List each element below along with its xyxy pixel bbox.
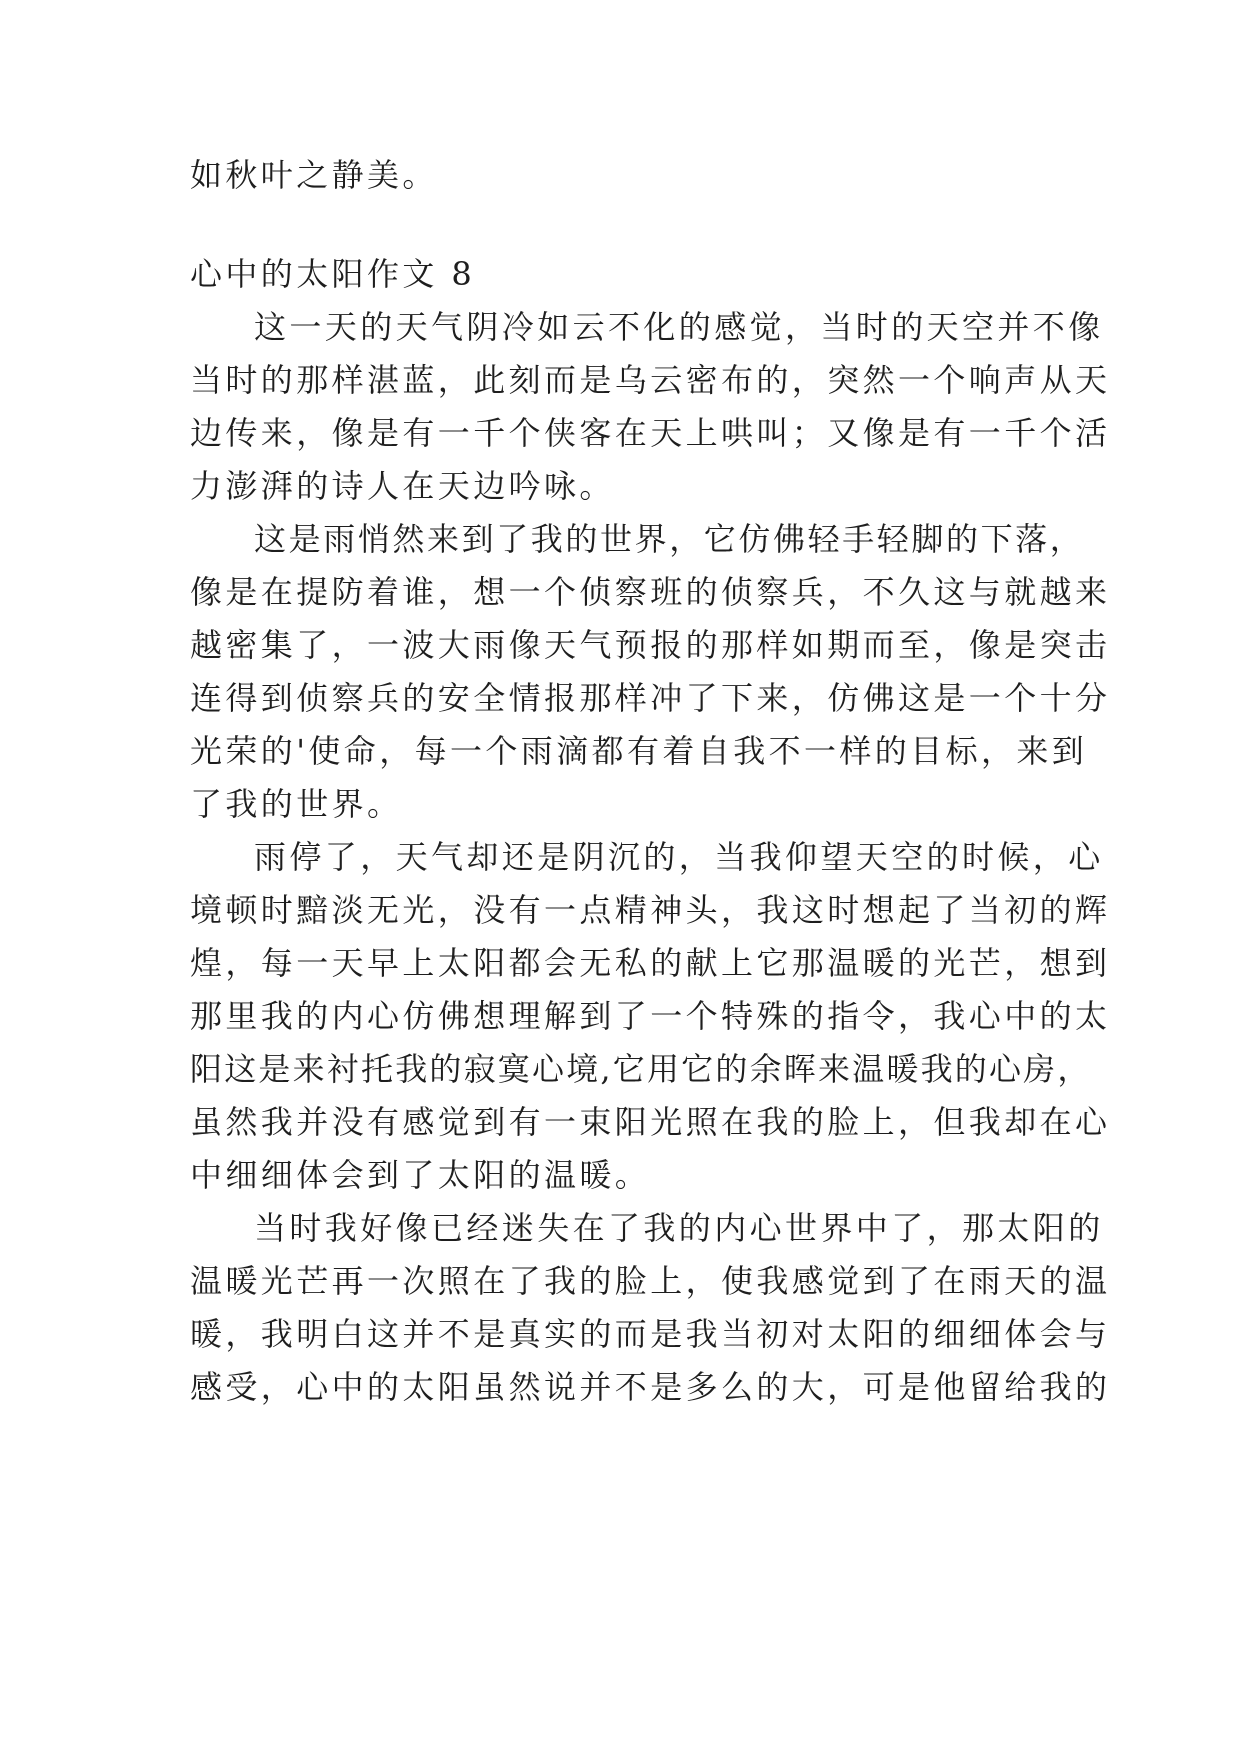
section-heading: 心中的太阳作文 8 bbox=[190, 255, 476, 293]
text-line: 连得到侦察兵的安全情报那样冲了下来，仿佛这是一个十分 bbox=[190, 679, 1111, 717]
text-line: 阳这是来衬托我的寂寞心境,它用它的余晖来温暖我的心房， bbox=[190, 1050, 1092, 1088]
text-line: 那里我的内心仿佛想理解到了一个特殊的指令，我心中的太 bbox=[190, 997, 1111, 1035]
text-line: 中细细体会到了太阳的温暖。 bbox=[190, 1156, 651, 1194]
text-line: 边传来，像是有一千个侠客在天上哄叫；又像是有一千个活 bbox=[190, 414, 1111, 452]
text-line: 当时的那样湛蓝，此刻而是乌云密布的，突然一个响声从天 bbox=[190, 361, 1111, 399]
text-line: 虽然我并没有感觉到有一束阳光照在我的脸上，但我却在心 bbox=[190, 1103, 1111, 1141]
text-line: 像是在提防着谁，想一个侦察班的侦察兵，不久这与就越来 bbox=[190, 573, 1111, 611]
text-line: 感受，心中的太阳虽然说并不是多么的大，可是他留给我的 bbox=[190, 1368, 1111, 1406]
text-line: 了我的世界。 bbox=[190, 785, 403, 823]
text-line: 这是雨悄然来到了我的世界，它仿佛轻手轻脚的下落， bbox=[254, 520, 1085, 558]
text-line: 如秋叶之静美。 bbox=[190, 156, 438, 194]
text-line: 这一天的天气阴冷如云不化的感觉，当时的天空并不像 bbox=[254, 308, 1104, 346]
text-line: 当时我好像已经迷失在了我的内心世界中了，那太阳的 bbox=[254, 1209, 1104, 1247]
text-line: 境顿时黯淡无光，没有一点精神头，我这时想起了当初的辉 bbox=[190, 891, 1111, 929]
text-line: 温暖光芒再一次照在了我的脸上，使我感觉到了在雨天的温 bbox=[190, 1262, 1111, 1300]
text-line: 雨停了，天气却还是阴沉的，当我仰望天空的时候，心 bbox=[254, 838, 1104, 876]
text-line: 煌，每一天早上太阳都会无私的献上它那温暖的光芒，想到 bbox=[190, 944, 1111, 982]
text-line: 越密集了，一波大雨像天气预报的那样如期而至，像是突击 bbox=[190, 626, 1111, 664]
text-line: 力澎湃的诗人在天边吟咏。 bbox=[190, 467, 615, 505]
text-line: 光荣的'使命，每一个雨滴都有着自我不一样的目标，来到 bbox=[190, 732, 1088, 770]
text-line: 暖，我明白这并不是真实的而是我当初对太阳的细细体会与 bbox=[190, 1315, 1111, 1353]
